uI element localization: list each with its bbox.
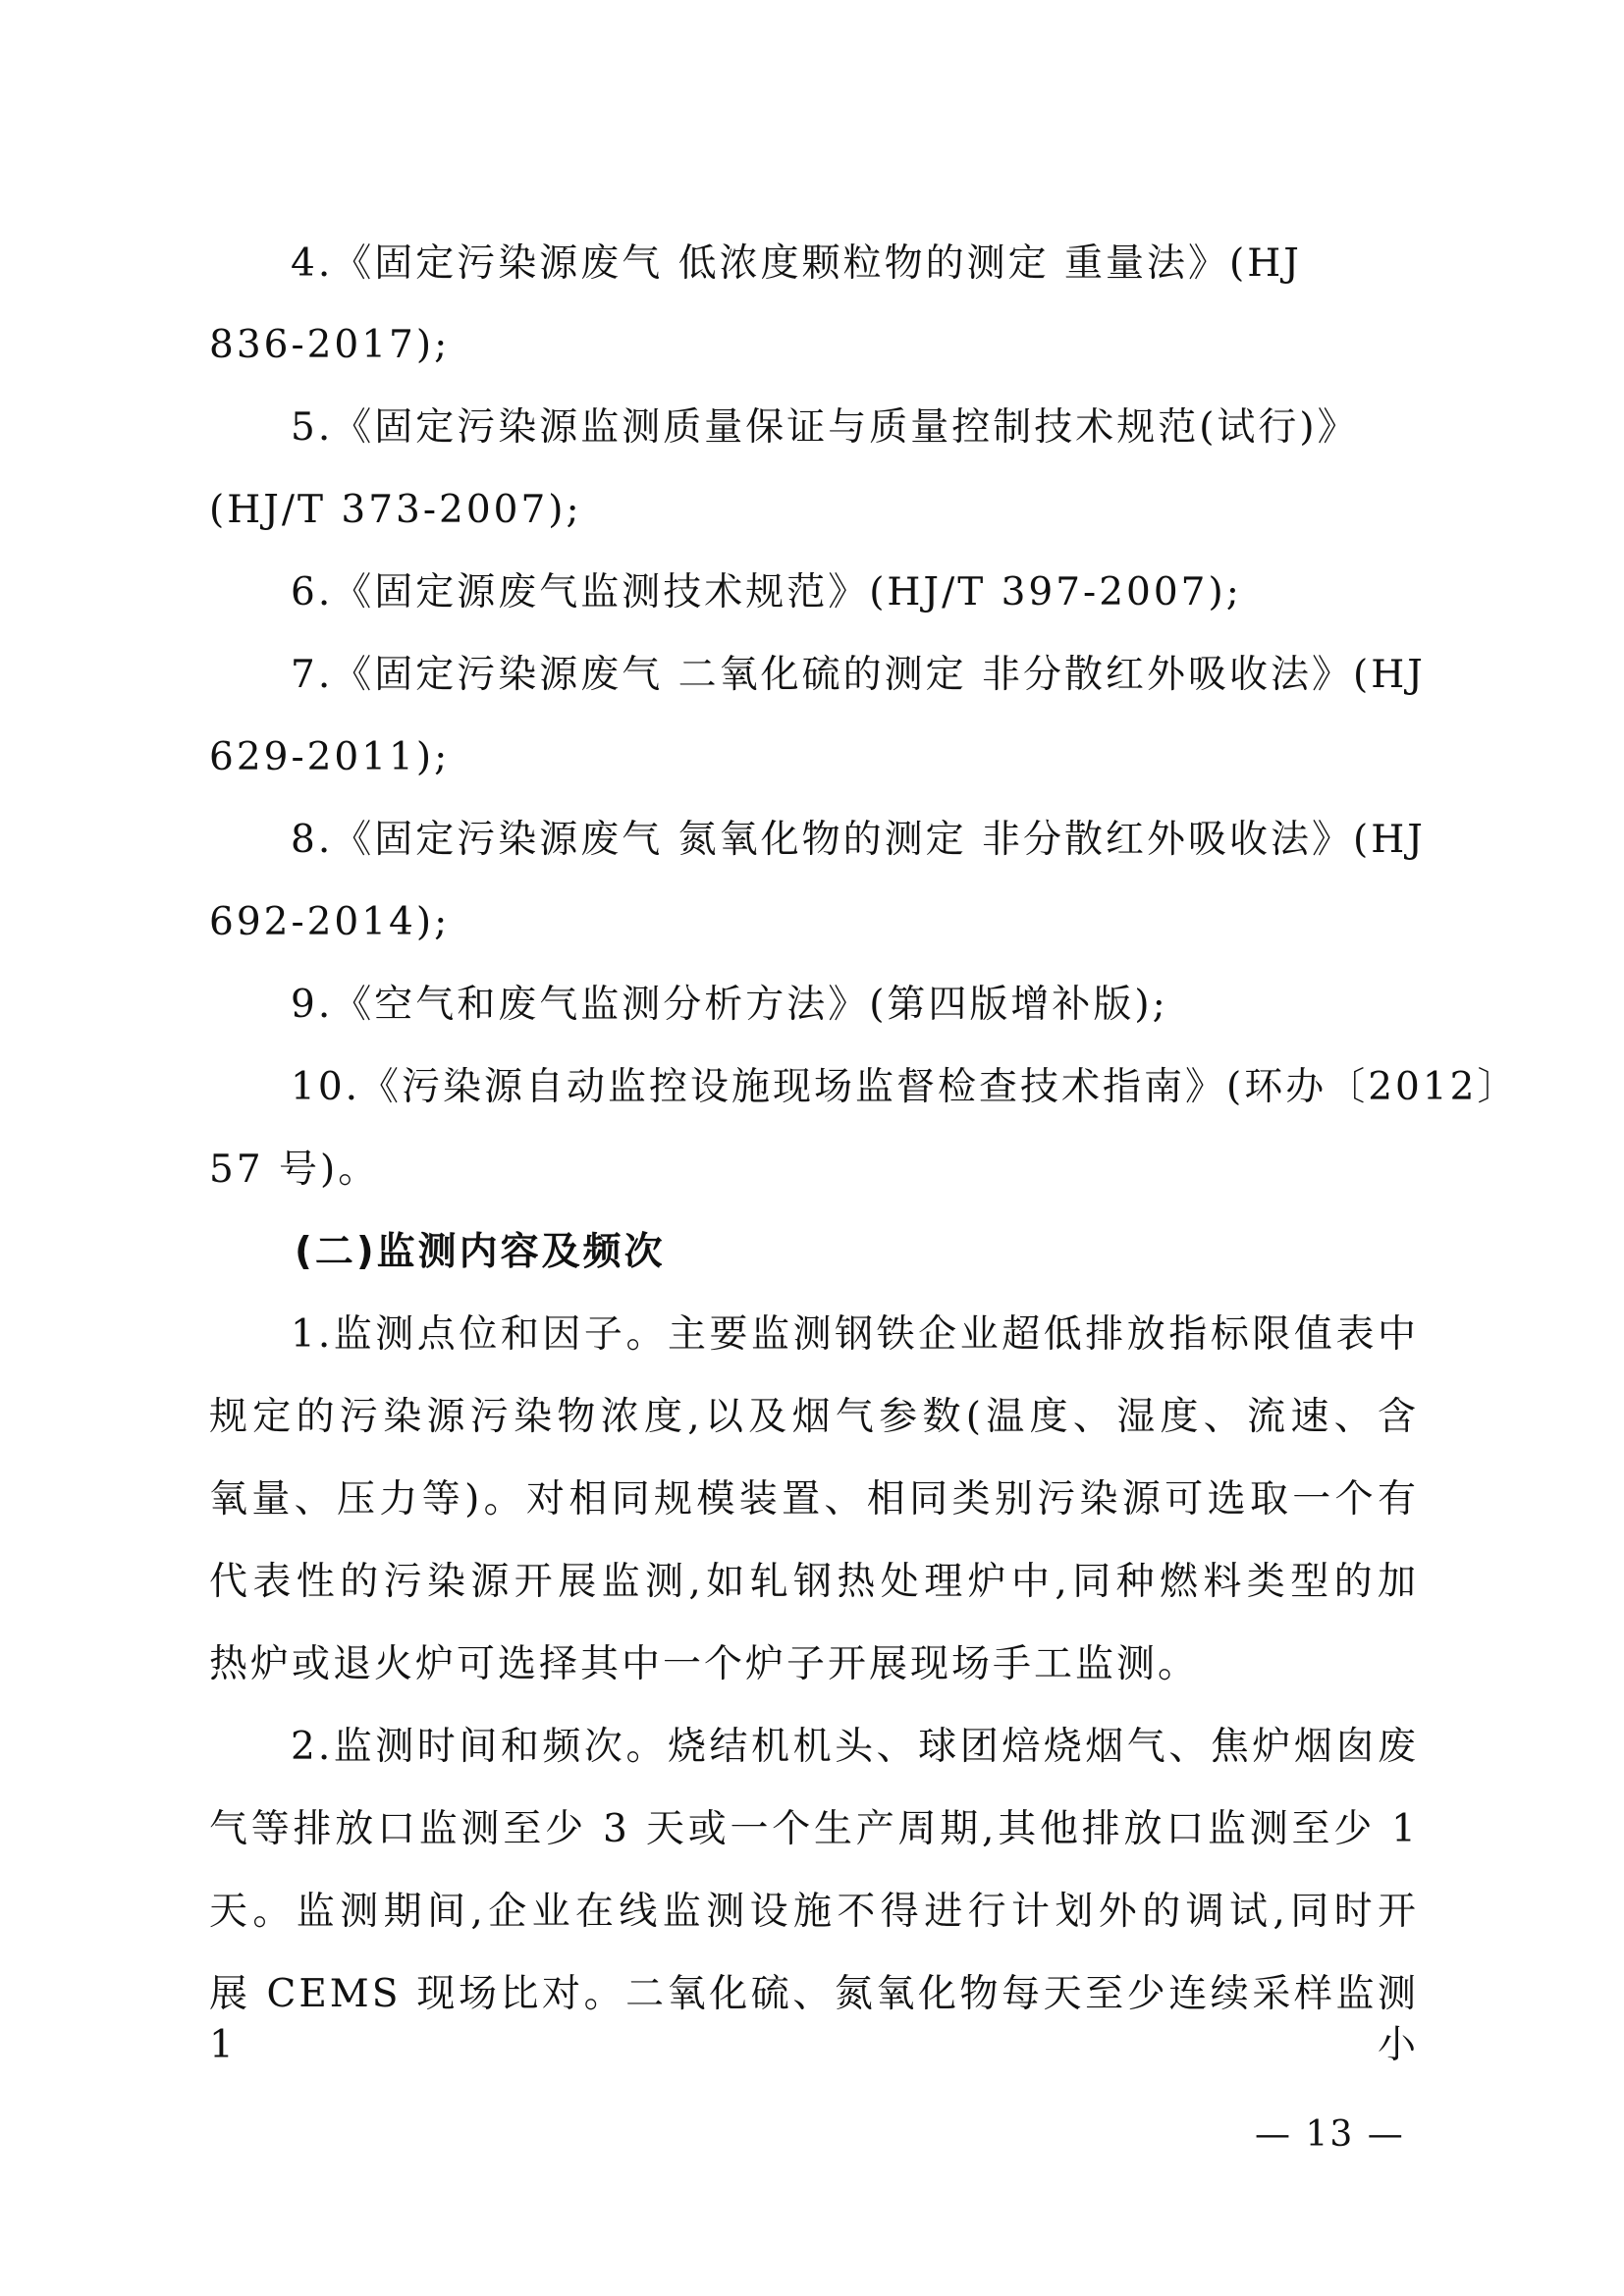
reference-item-9-line-1: 9.《空气和废气监测分析方法》(第四版增补版); (291, 983, 1168, 1027)
paragraph-2-line-3: 天。监测期间,企业在线监测设施不得进行计划外的调试,同时开 (209, 1890, 1419, 1934)
reference-item-8-line-1: 8.《固定污染源废气 氮氧化物的测定 非分散红外吸收法》(HJ (291, 818, 1426, 862)
paragraph-1-line-3: 氧量、压力等)。对相同规模装置、相同类别污染源可选取一个有 (209, 1477, 1419, 1522)
paragraph-1-line-4: 代表性的污染源开展监测,如轧钢热处理炉中,同种燃料类型的加 (209, 1560, 1419, 1604)
reference-item-5-line-1: 5.《固定污染源监测质量保证与质量控制技术规范(试行)》 (291, 405, 1359, 450)
paragraph-2-line-2: 气等排放口监测至少 3 天或一个生产周期,其他排放口监测至少 1 (209, 1807, 1419, 1851)
page-number: — 13 — (1255, 2114, 1405, 2155)
paragraph-1-line-1: 1.监测点位和因子。主要监测钢铁企业超低排放指标限值表中 (291, 1312, 1419, 1357)
reference-item-5-line-2: (HJ/T 373-2007); (209, 488, 582, 532)
reference-item-4-line-1: 4.《固定污染源废气 低浓度颗粒物的测定 重量法》(HJ (291, 241, 1302, 286)
reference-item-8-line-2: 692-2014); (209, 900, 451, 944)
reference-item-6-line-1: 6.《固定源废气监测技术规范》(HJ/T 397-2007); (291, 570, 1242, 614)
paragraph-2-line-4: 展 CEMS 现场比对。二氧化硫、氮氧化物每天至少连续采样监测 1 小 (209, 1972, 1419, 2067)
paragraph-2-line-1: 2.监测时间和频次。烧结机机头、球团焙烧烟气、焦炉烟囱废 (291, 1725, 1419, 1769)
paragraph-1-line-5: 热炉或退火炉可选择其中一个炉子开展现场手工监测。 (209, 1642, 1200, 1686)
section-heading: (二)监测内容及频次 (295, 1230, 666, 1274)
reference-item-7-line-1: 7.《固定污染源废气 二氧化硫的测定 非分散红外吸收法》(HJ (291, 653, 1426, 697)
paragraph-1-line-2: 规定的污染源污染物浓度,以及烟气参数(温度、湿度、流速、含 (209, 1395, 1419, 1439)
reference-item-10-line-1: 10.《污染源自动监控设施现场监督检查技术指南》(环办〔2012〕 (291, 1065, 1519, 1109)
reference-item-4-line-2: 836-2017); (209, 323, 451, 367)
reference-item-10-line-2: 57 号)。 (209, 1148, 380, 1192)
reference-item-7-line-2: 629-2011); (209, 735, 451, 779)
